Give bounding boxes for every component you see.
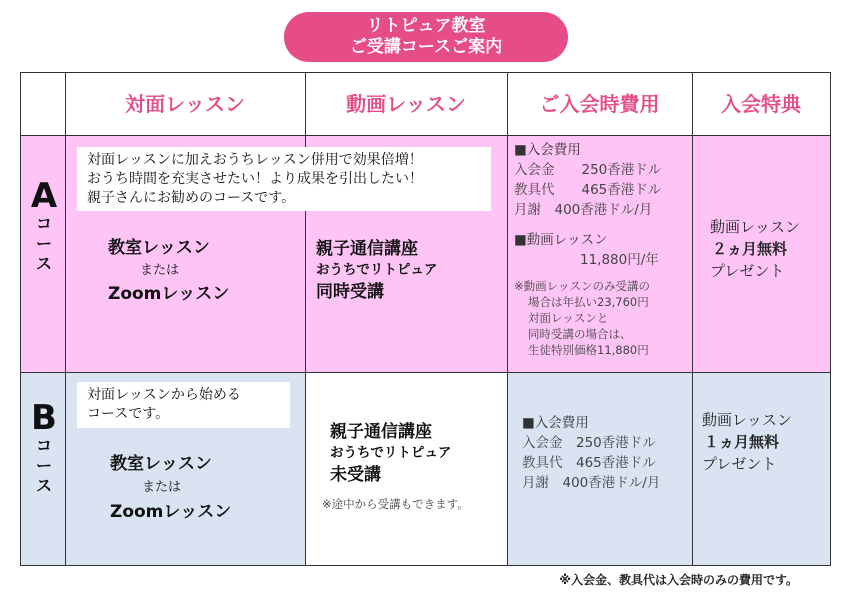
course-a-fees: ■入会費用 入会金 250香港ドル 教具代 465香港ドル 月謝 400香港ドル/月 ■動画レッスン 11,880円/年 ※動画レッスンのみ受講の 場合は年払い23,760円 対面レッスンと 同時受講の場合は、 生徒特別価格11,880円 — [514, 142, 662, 357]
course-a-label: A コ ー ス — [12, 178, 76, 274]
course-a-note: 対面レッスンに加えおうちレッスン併用で効果倍増！ おうち時間を充実させたい！より成果を引出したい！ 親子さんにお勧めのコースです。 — [77, 147, 491, 211]
course-b-douga: 親子通信講座 おうちでリトピュア 未受講 — [330, 422, 452, 485]
course-a-douga: 親子通信講座 おうちでリトピュア 同時受講 — [316, 239, 438, 302]
header-douga: 動画レッスン — [346, 92, 466, 116]
course-b-taimen: 教室レッスン または Zoomレッスン — [110, 454, 232, 522]
title-line1: リトピュア教室 — [366, 16, 486, 36]
course-b-note: 対面レッスンから始める コースです。 — [77, 382, 290, 428]
course-b-label: B コ ー ス — [12, 400, 76, 496]
page-title — [284, 12, 568, 62]
course-a-letter: A — [30, 176, 58, 216]
course-a-taimen: 教室レッスン または Zoomレッスン — [108, 238, 230, 304]
course-b-fees: ■入会費用 入会金 250香港ドル 教具代 465香港ドル 月謝 400香港ドル/月 — [522, 415, 661, 491]
header-tokuten: 入会特典 — [721, 92, 801, 116]
header-taimen: 対面レッスン — [125, 92, 245, 116]
course-b-douga-note: ※途中から受講もできます。 — [322, 497, 469, 511]
course-b-perk: 動画レッスン １ヵ月無料 プレゼント — [702, 411, 792, 473]
title-line2: ご受講コースご案内 — [349, 37, 503, 57]
course-a-perk: 動画レッスン ２ヵ月無料 プレゼント — [710, 218, 800, 280]
header-hiyou: ご入会時費用 — [539, 92, 660, 116]
course-b-letter: B — [31, 398, 57, 438]
footnote: ※入会金、教具代は入会時のみの費用です。 — [559, 573, 798, 587]
